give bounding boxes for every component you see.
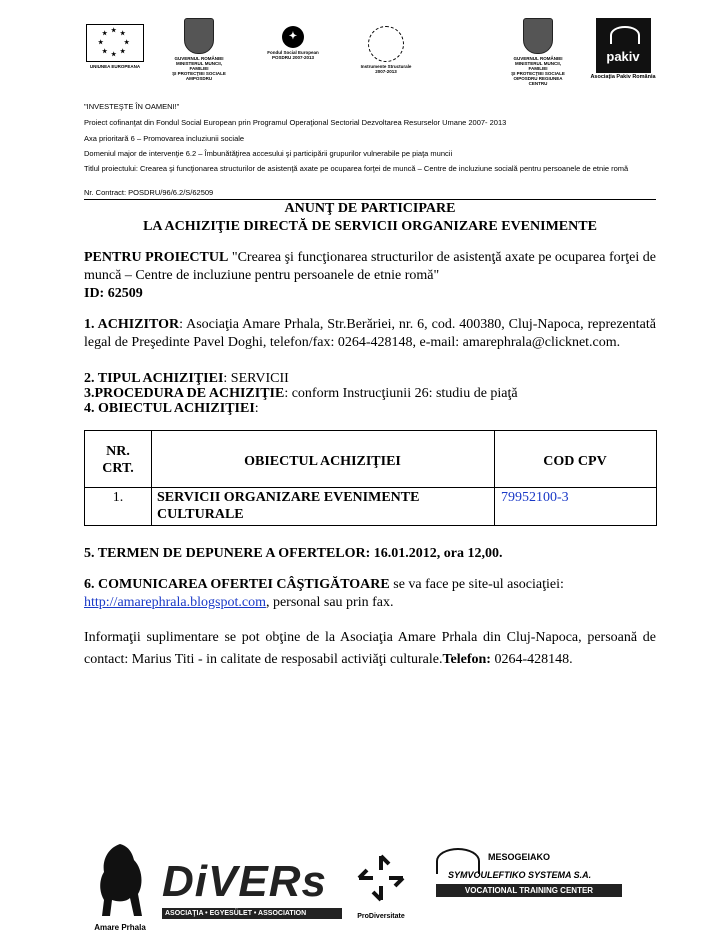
logo-bar [0,0,728,96]
header-project-title: Titlul proiectului: Crearea şi funcţionarea structurilor de asistenţă axate pe ocuparea forţei de muncă – Centre de incluziune socială pentru persoanele de etnie romă [84,164,629,173]
eu-flag-icon: ★ ★ ★ ★ ★ ★ ★ ★ [86,24,144,62]
stars-circle-icon [368,26,404,62]
fse-logo: ✦ Fondul Social European POSDRU 2007-2013 [262,26,324,60]
table-row-cpv: 79952100-3 [501,490,569,505]
page-title: ANUNŢ DE PARTICIPARE [284,201,456,216]
mesogeiako-logo: MESOGEIAKO SYMVOULEFTIKO SYSTEMA S.A. VOCATIONAL TRAINING CENTER [436,848,622,904]
project-section [84,249,656,303]
section-tip: 2. TIPUL ACHIZIŢIEI: SERVICII [84,371,289,386]
table-row-nr: 1. [112,490,124,505]
section-termen: 5. TERMEN DE DEPUNERE A OFERTELOR: 16.01.2012, ora 12,00. [84,546,503,561]
coat-of-arms-icon [523,18,553,54]
header-divider [84,199,656,200]
pinwheel-icon [351,848,411,908]
pakiv-flower-icon: pakiv [596,18,651,73]
table-header-object: OBIECTUL ACHIZIŢIEI [244,454,401,469]
table-header-nr: NR. CRT. [102,444,134,476]
instrumente-structurale-logo: Instrumente Structurale 2007-2013 [356,26,416,74]
table-header-cpv: COD CPV [543,454,607,469]
section-procedura: 3.PROCEDURA DE ACHIZIŢIE: conform Instrucţiunii 26: studiu de piaţă [84,386,518,401]
section-comunicare: 6. COMUNICAREA OFERTEI CÂŞTIGĂTOARE se va face pe site-ul asociaţiei: http://amarephrala.blogspot.com, personal sau prin fax. [84,577,564,610]
horse-icon [90,838,150,918]
pakiv-logo: pakiv Asociaţia Pakiv România [590,18,656,80]
acquisition-table [84,430,657,526]
header-cofinanced: Proiect cofinanţat din Fondul Social European prin Programul Operaţional Sectorial Dezvoltarea Resurselor Umane 2007- 2013 [84,118,507,127]
amare-prhala-logo: Amare Prhala [90,838,150,928]
prodiversitate-logo: ProDiversitate [346,848,416,928]
project-label: PENTRU PROIECTUL [84,250,229,265]
blog-link[interactable]: http://amarephrala.blogspot.com [84,595,266,610]
divers-logo: DiVERs ASOCIAŢIA • EGYESÜLET • ASSOCIATION [162,858,342,928]
header-domain: Domeniul major de intervenţie 6.2 – Îmbunătăţirea accesului şi participării grupurilor vulnerabile pe piaţa muncii [84,149,453,158]
coat-of-arms-icon [184,18,214,54]
table-row-object: SERVICII ORGANIZARE EVENIMENTE CULTURALE [157,490,420,522]
section-obiect: 4. OBIECTUL ACHIZIŢIEI: [84,401,259,416]
page-subtitle: LA ACHIZIŢIE DIRECTĂ DE SERVICII ORGANIZARE EVENIMENTE [143,219,597,234]
gov-romania-logo: GUVERNUL ROMÂNIEI MINISTERUL MUNCII, FAMILIEI ŞI PROTECŢIEI SOCIALE AMPOSDRU [168,18,230,81]
section-info: Informaţii suplimentare se pot obţine de la Asociaţia Amare Prhala din Cluj-Napoca, persoană de contact: Marius Titi - in calitate de resposabil activiăţi culturale.Telefon: 0264-428148. [84,630,656,667]
gov-romania-oi-logo: GUVERNUL ROMÂNIEI MINISTERUL MUNCII, FAMILIEI ŞI PROTECŢIEI SOCIALE OIPOSDRU REGIUNEA CENTRU [506,18,570,86]
eu-logo: ★ ★ ★ ★ ★ ★ ★ ★ UNIUNEA EUROPEANA [86,24,144,69]
header-slogan: "INVESTEŞTE ÎN OAMENI!" [84,102,180,111]
header-contract: Nr. Contract: POSDRU/96/6.2/S/62509 [84,188,214,197]
project-id: ID: 62509 [84,286,143,301]
project-name: "Crearea şi funcţionarea structurilor de asistenţă axate pe ocuparea forţei de muncă – Centre de incluziune pentru persoanele de etnie romă" [84,250,657,283]
header-axis: Axa prioritară 6 – Promovarea incluziunii sociale [84,134,245,143]
fse-figure-icon: ✦ [282,26,304,48]
section-achizitor: 1. ACHIZITOR: Asociaţia Amare Prhala, Str.Berăriei, nr. 6, cod. 400380, Cluj-Napoca, reprezentată legal de Preşedinte Pavel Doghi, telefon/fax: 0264-428148, e-mail: amarephrala@clicknet.com. [84,317,656,350]
